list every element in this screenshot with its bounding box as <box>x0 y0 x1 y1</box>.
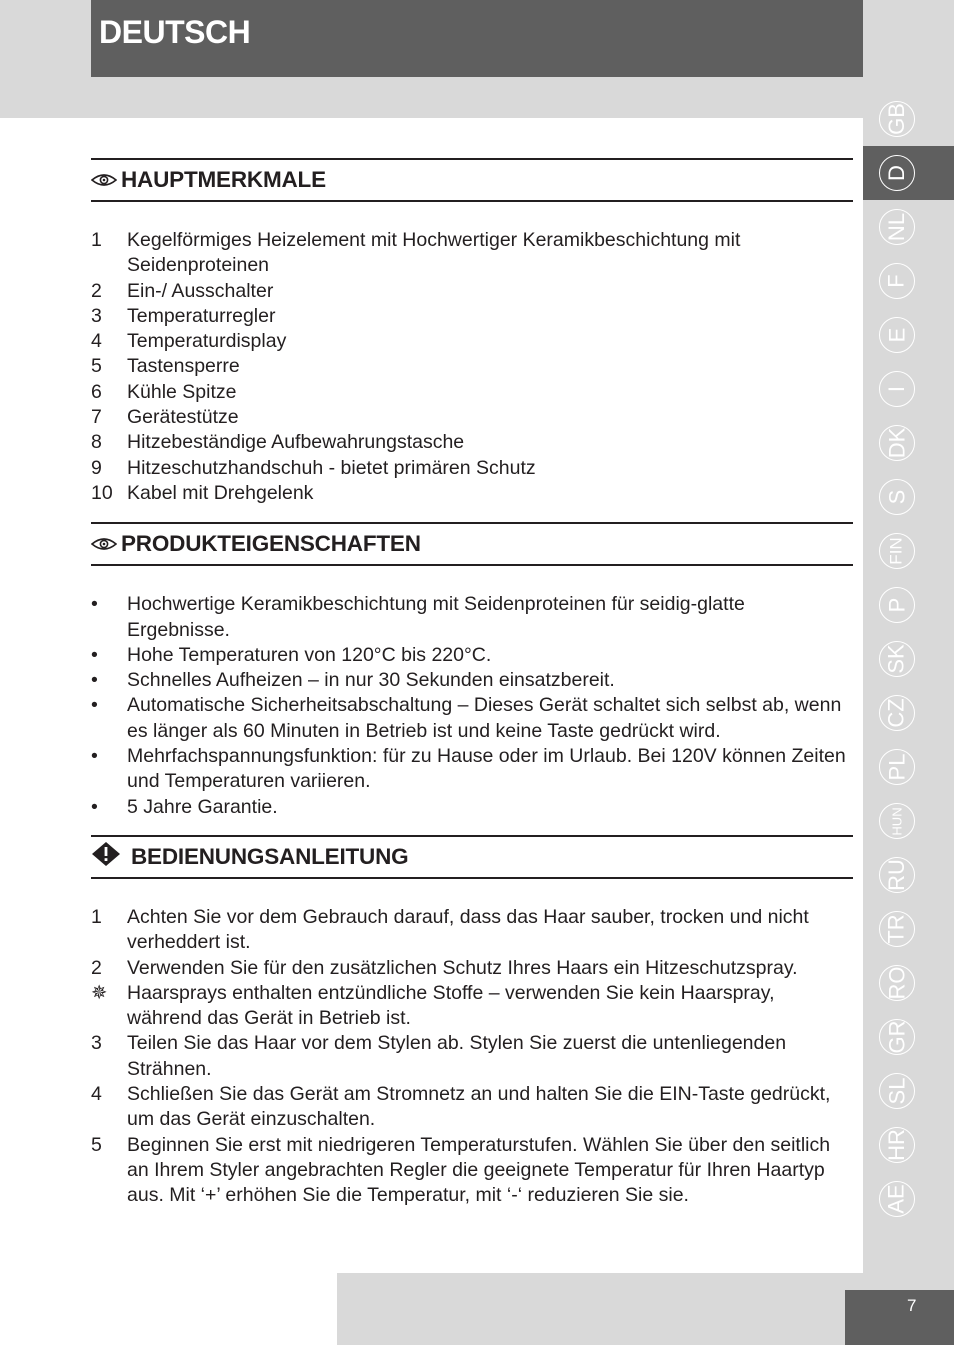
list-item <box>91 329 853 354</box>
language-label: HR <box>884 1129 909 1161</box>
language-tab-tr[interactable] <box>863 902 954 956</box>
main-content <box>91 158 853 1209</box>
list-item <box>91 380 853 405</box>
list-item <box>91 279 853 304</box>
language-label: DK <box>884 427 909 459</box>
list-item <box>91 956 853 981</box>
section-title: HAUPTMERKMALE <box>121 167 326 192</box>
item-marker: 2 <box>91 956 102 979</box>
language-tab-nl[interactable] <box>863 200 954 254</box>
item-marker: 10 <box>91 481 113 504</box>
language-label: AE <box>883 1184 909 1214</box>
list-item <box>91 430 853 455</box>
language-tab-hun[interactable] <box>863 794 954 848</box>
item-text: Temperaturdisplay <box>127 330 287 353</box>
language-label: NL <box>884 212 909 242</box>
language-label: S <box>884 489 909 505</box>
eye-symbol-icon <box>91 167 121 193</box>
item-text: 5 Jahre Garantie. <box>127 795 278 818</box>
language-tab-fin[interactable] <box>863 524 954 578</box>
language-tab-dk[interactable] <box>863 416 954 470</box>
language-tab-ru[interactable] <box>863 848 954 902</box>
item-text: Kühle Spitze <box>127 380 237 403</box>
language-label: I <box>884 385 909 393</box>
list-item <box>91 1133 853 1209</box>
diamond-warning-icon <box>91 841 131 873</box>
page-number: 7 <box>907 1296 917 1315</box>
list-item <box>91 905 853 956</box>
list-item <box>91 481 853 506</box>
language-label: PL <box>883 753 909 781</box>
section-heading-instructions <box>91 835 853 879</box>
language-tab-s[interactable] <box>863 470 954 524</box>
list-item <box>91 744 853 795</box>
item-marker: 8 <box>91 431 102 454</box>
language-label: F <box>883 274 909 288</box>
list-item <box>91 456 853 481</box>
bullet-marker: • <box>91 745 98 768</box>
page-footer-area <box>0 1273 337 1345</box>
item-text: Kegelförmiges Heizelement mit Hochwertiger Keramikbeschichtung mit Seidenproteinen <box>127 229 741 277</box>
item-text: Hohe Temperaturen von 120°C bis 220°C. <box>127 643 492 666</box>
item-marker: 4 <box>91 1083 102 1106</box>
list-item <box>91 228 853 279</box>
item-text: Schnelles Aufheizen – in nur 30 Sekunden einsatzbereit. <box>127 669 615 692</box>
item-text: Achten Sie vor dem Gebrauch darauf, dass das Haar sauber, trocken und nicht verheddert ist. <box>127 905 809 954</box>
item-text: Gerätestütze <box>127 406 239 429</box>
item-text: Ein-/ Ausschalter <box>127 279 274 302</box>
language-label: SK <box>883 644 909 674</box>
eye-symbol-icon <box>91 531 121 557</box>
language-label: SL <box>883 1077 909 1105</box>
language-tab-ro[interactable] <box>863 956 954 1010</box>
bullet-marker: • <box>91 669 98 692</box>
item-text: Hitzeschutzhandschuh - bietet primären Schutz <box>127 456 536 479</box>
section-title: PRODUKTEIGENSCHAFTEN <box>121 531 421 557</box>
section-heading-properties <box>91 522 853 566</box>
item-marker: 5 <box>91 355 102 378</box>
language-label: E <box>884 327 909 343</box>
language-label: GR <box>884 1020 909 1054</box>
item-marker: 5 <box>91 1133 102 1156</box>
item-marker: 3 <box>91 304 102 327</box>
item-text: Teilen Sie das Haar vor dem Stylen ab. Stylen Sie zuerst die untenliegenden Strähnen. <box>127 1032 787 1080</box>
language-tab-e[interactable] <box>863 308 954 362</box>
item-marker: 2 <box>91 279 102 302</box>
list-item <box>91 668 853 693</box>
bullet-marker: • <box>91 643 98 666</box>
language-tab-cz[interactable] <box>863 686 954 740</box>
warning-star-icon: ✵ <box>91 981 108 1004</box>
properties-list <box>91 592 853 820</box>
language-header <box>91 0 863 77</box>
list-item <box>91 643 853 668</box>
item-marker: 9 <box>91 456 102 479</box>
item-marker: 1 <box>91 905 102 928</box>
language-label: CZ <box>883 698 909 728</box>
language-tab-hr[interactable] <box>863 1118 954 1172</box>
language-tab-i[interactable] <box>863 362 954 416</box>
features-list <box>91 228 853 506</box>
section-title: BEDIENUNGSANLEITUNG <box>131 843 409 869</box>
list-item <box>91 693 853 744</box>
item-marker: 6 <box>91 380 102 403</box>
bullet-marker: • <box>91 593 98 616</box>
language-tab-gr[interactable] <box>863 1010 954 1064</box>
item-text: Beginnen Sie erst mit niedrigeren Temperaturstufen. Wählen Sie über den seitlich an Ihrem Styler angebrachten Regler die geeignete Temperatur für Ihren Haartyp aus. Mit ‘+’ erhöhen Sie die Temperatur, mit ‘-‘ reduzieren Sie sie. <box>127 1133 831 1207</box>
language-label: TR <box>883 914 909 944</box>
item-text: Temperaturregler <box>127 304 276 327</box>
language-label: P <box>884 597 909 613</box>
list-item <box>91 405 853 430</box>
language-label: RU <box>884 859 909 891</box>
list-item <box>91 304 853 329</box>
language-tab-pl[interactable] <box>863 740 954 794</box>
item-text: Mehrfachspannungsfunktion: für zu Hause oder im Urlaub. Bei 120V können Zeiten und Temperaturen variieren. <box>127 745 846 793</box>
language-tab-gb[interactable] <box>863 92 954 146</box>
language-label: GB <box>883 103 909 135</box>
language-tab-d[interactable] <box>863 146 954 200</box>
item-marker: 1 <box>91 229 102 251</box>
item-text: Hochwertige Keramikbeschichtung mit Seidenproteinen für seidig-glatte Ergebnisse. <box>127 593 745 641</box>
item-marker: 3 <box>91 1032 102 1055</box>
language-tab-sk[interactable] <box>863 632 954 686</box>
bullet-marker: • <box>91 795 98 818</box>
list-item <box>91 592 853 643</box>
language-tab-f[interactable] <box>863 254 954 308</box>
list-item <box>91 981 853 1032</box>
item-text: Schließen Sie das Gerät am Stromnetz an und halten Sie die EIN-Taste gedrückt, um das Gerät einzuschalten. <box>127 1083 831 1131</box>
item-marker: 7 <box>91 406 102 429</box>
section-heading-features <box>91 158 853 202</box>
item-text: Hitzebeständige Aufbewahrungstasche <box>127 431 465 454</box>
language-tab-ae[interactable] <box>863 1172 954 1226</box>
list-item <box>91 354 853 379</box>
item-text: Haarsprays enthalten entzündliche Stoffe – verwenden Sie kein Haarspray, während das Gerät in Betrieb ist. <box>127 981 775 1030</box>
item-marker: 4 <box>91 330 102 353</box>
language-tab-p[interactable] <box>863 578 954 632</box>
item-text: Tastensperre <box>127 355 240 378</box>
language-label: D <box>883 165 909 181</box>
list-item <box>91 1082 853 1133</box>
language-label: HUN <box>889 806 905 836</box>
item-text: Kabel mit Drehgelenk <box>127 481 314 504</box>
item-text: Automatische Sicherheitsabschaltung – Dieses Gerät schaltet sich selbst ab, wenn es länger als 60 Minuten in Betrieb ist und keine Taste gedrückt wird. <box>127 694 842 742</box>
page-number-box <box>845 1290 954 1345</box>
list-item <box>91 795 853 820</box>
language-label: FIN <box>886 537 906 565</box>
language-tab-sl[interactable] <box>863 1064 954 1118</box>
item-text: Verwenden Sie für den zusätzlichen Schutz Ihres Haars ein Hitzeschutzspray. <box>127 956 798 979</box>
list-item <box>91 1031 853 1082</box>
language-label: RO <box>884 966 909 1000</box>
bullet-marker: • <box>91 694 98 717</box>
instructions-list <box>91 905 853 1209</box>
page-title: DEUTSCH <box>99 14 251 50</box>
